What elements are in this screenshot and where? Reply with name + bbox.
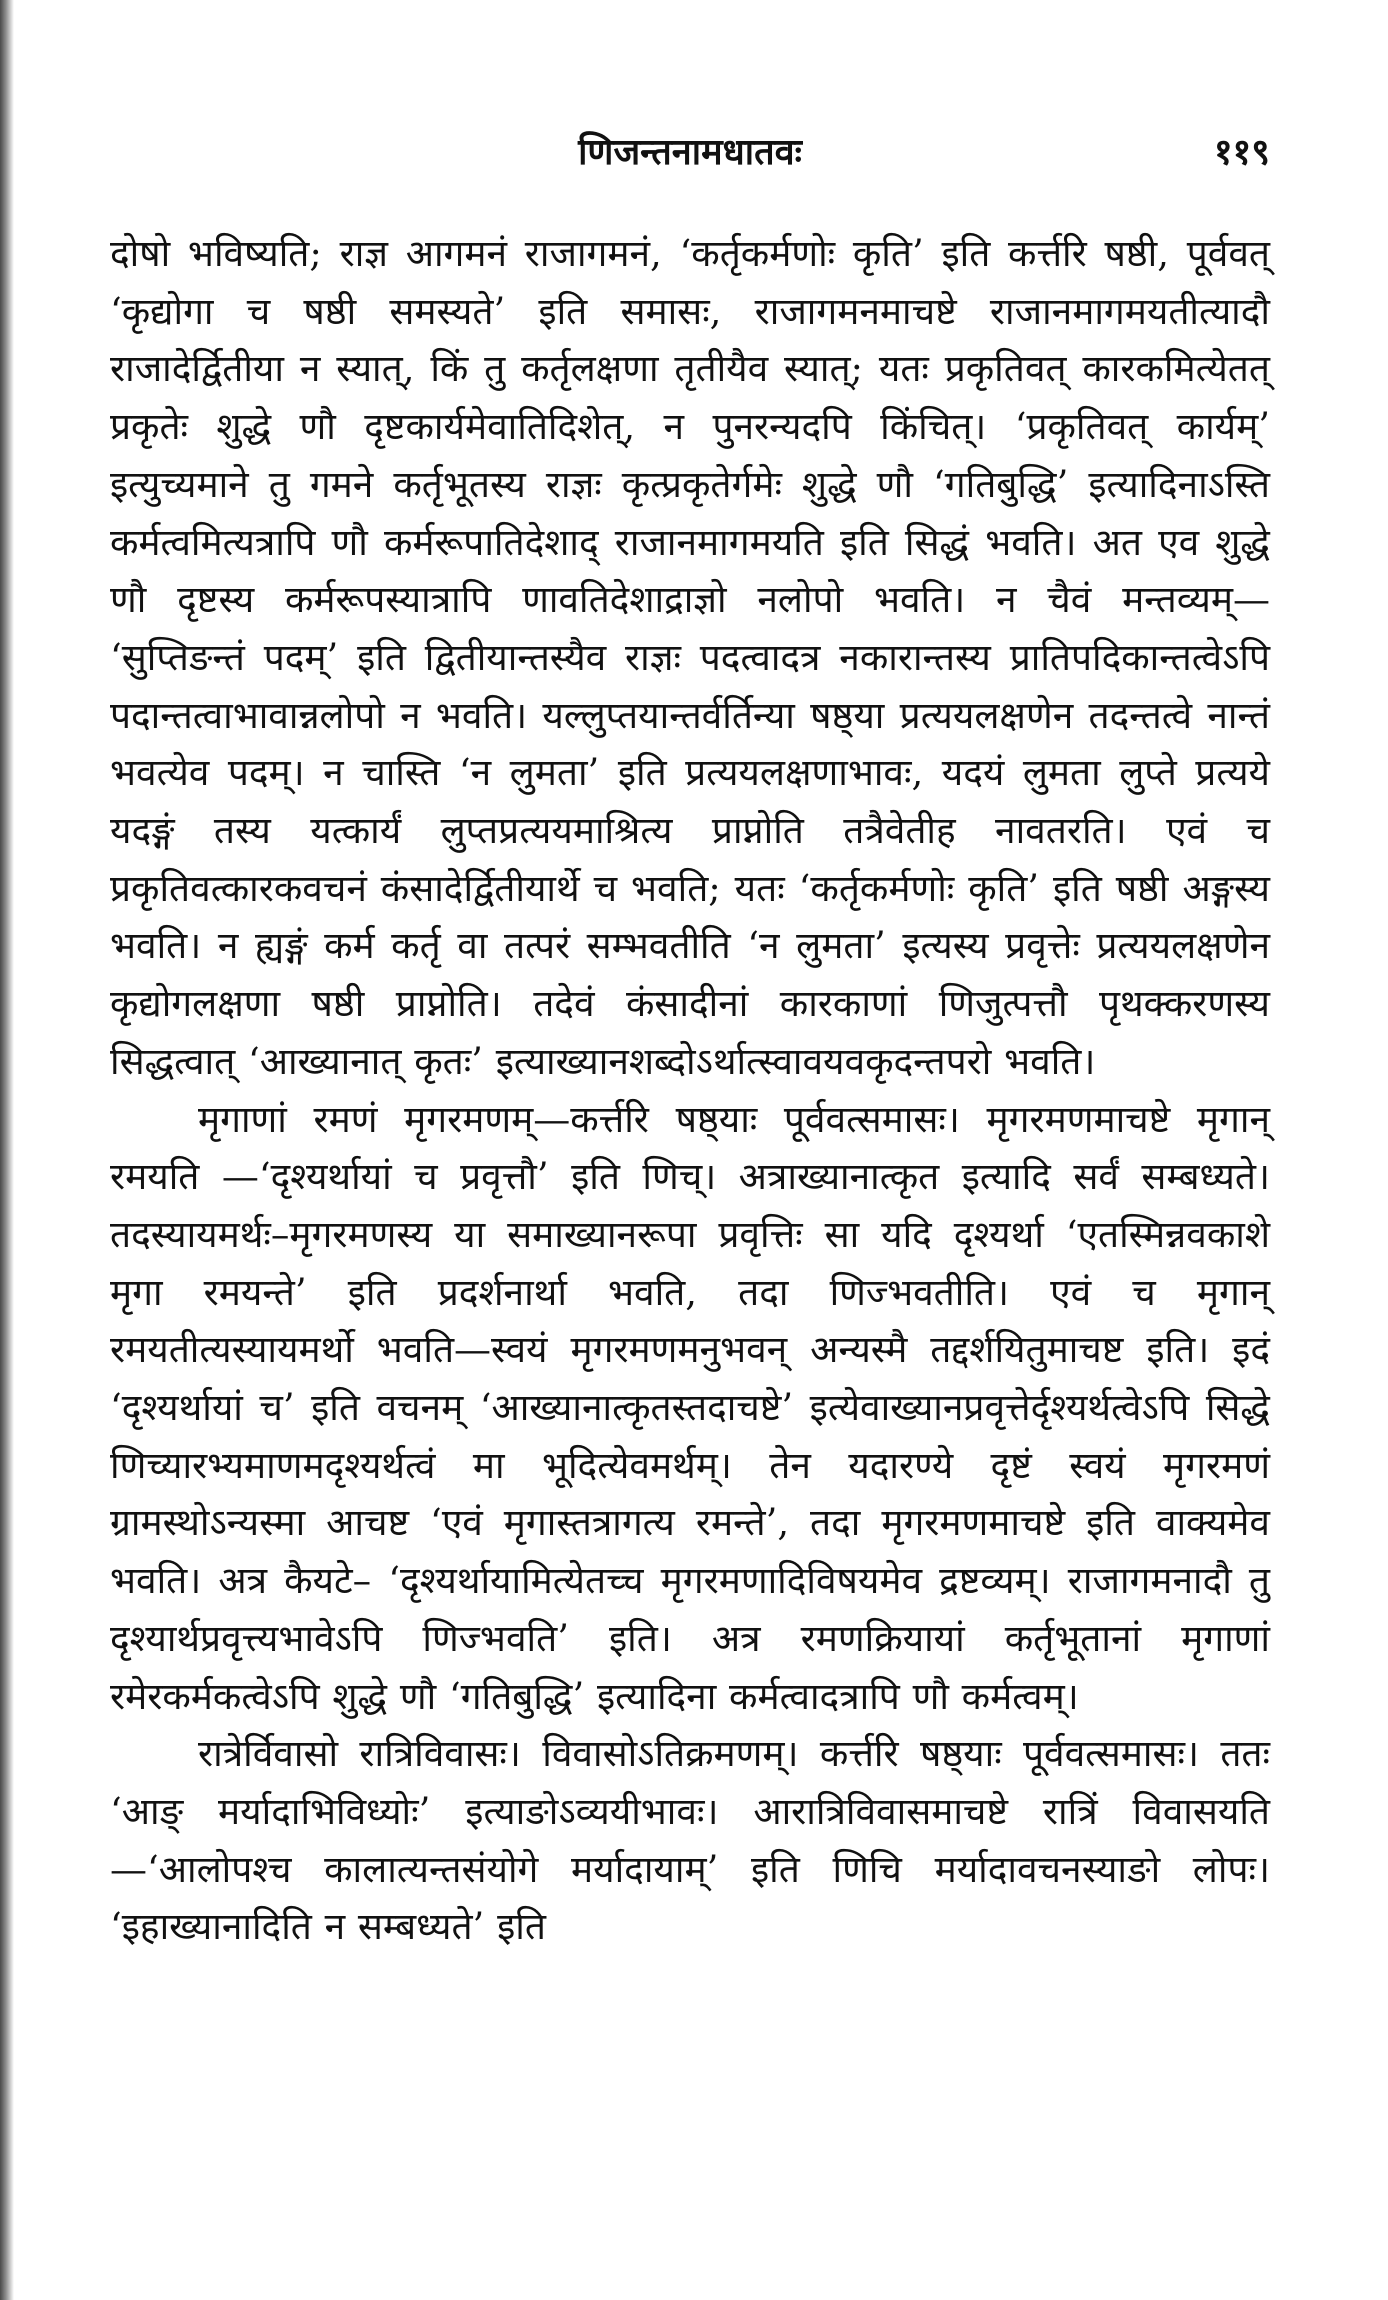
paragraph-2: मृगाणां रमणं मृगरमणम्—कर्त्तरि षष्ठ्याः पूर्ववत्समासः। मृगरमणमाचष्टे मृगान् रमयति —‘दृश्यर्थायां च प्रवृत्तौ’ इति णिच्। अत्राख्यानात्कृत इत्यादि सर्वं सम्बध्यते। तदस्यायमर्थः–मृगरमणस्य या समाख्यानरूपा प्रवृत्तिः सा यदि दृश्यर्था ‘एतस्मिन्नवकाशे मृगा रमयन्ते’ इति प्रदर्शनार्था भवति, तदा णिज्भवतीति। एवं च मृगान् रमयतीत्यस्यायमर्थो भवति—स्वयं मृगरमणमनुभवन् अन्यस्मै तद्दर्शयितुमाचष्ट इति। इदं ‘दृश्यर्थायां च’ इति वचनम् ‘आख्यानात्कृतस्तदाचष्टे’ इत्येवाख्यानप्रवृत्तेर्दृश्यर्थत्वेऽपि सिद्धे णिच्यारभ्यमाणमदृश्यर्थत्वं मा भूदित्येवमर्थम्। तेन यदारण्ये दृष्टं स्वयं मृगरमणं ग्रामस्थोऽन्यस्मा आचष्ट ‘एवं मृगास्तत्रागत्य रमन्ते’, तदा मृगरमणमाचष्टे इति वाक्यमेव भवति। अत्र कैयटे– ‘दृश्यर्थायामित्येतच्च मृगरमणादिविषयमेव द्रष्टव्यम्। राजागमनादौ तु दृश्यार्थप्रवृत्त्यभावेऽपि णिज्भवति’ इति। अत्र रमणक्रियायां कर्तृभूतानां मृगाणां रमेरकर्मकत्वेऽपि शुद्धे णौ ‘गतिबुद्धि’ इत्यादिना कर्मत्वादत्रापि णौ कर्मत्वम्। [110,1097,1270,1718]
paragraph-3: रात्रेर्विवासो रात्रिविवासः। विवासोऽतिक्रमणम्। कर्त्तरि षष्ठ्याः पूर्ववत्समासः। ततः ‘आङ् मर्यादाभिविध्योः’ इत्याङोऽव्ययीभावः। आरात्रिविवासमाचष्टे रात्रिं विवासयति—‘आलोपश्च कालात्यन्तसंयोगे मर्यादायाम्’ इति णिचि मर्यादावचनस्याङो लोपः। ‘इहाख्यानादिति न सम्बध्यते’ इति [110,1732,1270,1949]
running-title: णिजन्तनामधातवः [578,131,802,173]
paragraph-1: दोषो भविष्यति; राज्ञ आगमनं राजागमनं, ‘कर्तृकर्मणोः कृति’ इति कर्त्तरि षष्ठी, पूर्ववत् ‘कृद्योगा च षष्ठी समस्यते’ इति समासः, राजागमनमाचष्टे राजानमागमयतीत्यादौ राजादेर्द्वितीया न स्यात्, किं तु कर्तृलक्षणा तृतीयैव स्यात्; यतः प्रकृतिवत् कारकमित्येतत् प्रकृतेः शुद्धे णौ दृष्टकार्यमेवातिदिशेत्, न पुनरन्यदपि किंचित्। ‘प्रकृतिवत् कार्यम्’ इत्युच्यमाने तु गमने कर्तृभूतस्य राज्ञः कृत्प्रकृतेर्गमेः शुद्धे णौ ‘गतिबुद्धि’ इत्यादिनाऽस्ति कर्मत्वमित्यत्रापि णौ कर्मरूपातिदेशाद् राजानमागमयति इति सिद्धं भवति। अत एव शुद्धे णौ दृष्टस्य कर्मरूपस्यात्रापि णावतिदेशाद्राज्ञो नलोपो भवति। न चैवं मन्तव्यम्— ‘सुप्तिङन्तं पदम्’ इति द्वितीयान्तस्यैव राज्ञः पदत्वादत्र नकारान्तस्य प्रातिपदिकान्तत्वेऽपि पदान्तत्वाभावान्नलोपो न भवति। यल्लुप्तयान्तर्वर्तिन्या षष्ठ्या प्रत्ययलक्षणेन तदन्तत्वे नान्तं भवत्येव पदम्। न चास्ति ‘न लुमता’ इति प्रत्ययलक्षणाभावः, यदयं लुमता लुप्ते प्रत्यये यदङ्गं तस्य यत्कार्यं लुप्तप्रत्ययमाश्रित्य प्राप्नोति तत्रैवेतीह नावतरति। एवं च प्रकृतिवत्कारकवचनं कंसादेर्द्वितीयार्थे च भवति; यतः ‘कर्तृकर्मणोः कृति’ इति षष्ठी अङ्गस्य भवति। न ह्यङ्गं कर्म कर्तृ वा तत्परं सम्भवतीति ‘न लुमता’ इत्यस्य प्रवृत्तेः प्रत्ययलक्षणेन कृद्योगलक्षणा षष्ठी प्राप्नोति। तदेवं कंसादीनां कारकाणां णिजुत्पत्तौ पृथक्करणस्य सिद्धत्वात् ‘आख्यानात् कृतः’ इत्याख्यानशब्दोऽर्थात्स्वावयवकृदन्तपरो भवति। [110,232,1270,1083]
page-body [110,225,1270,1956]
page-header [110,120,1270,180]
book-spine-shadow [0,0,14,2300]
page-number: ११९ [1213,131,1270,173]
